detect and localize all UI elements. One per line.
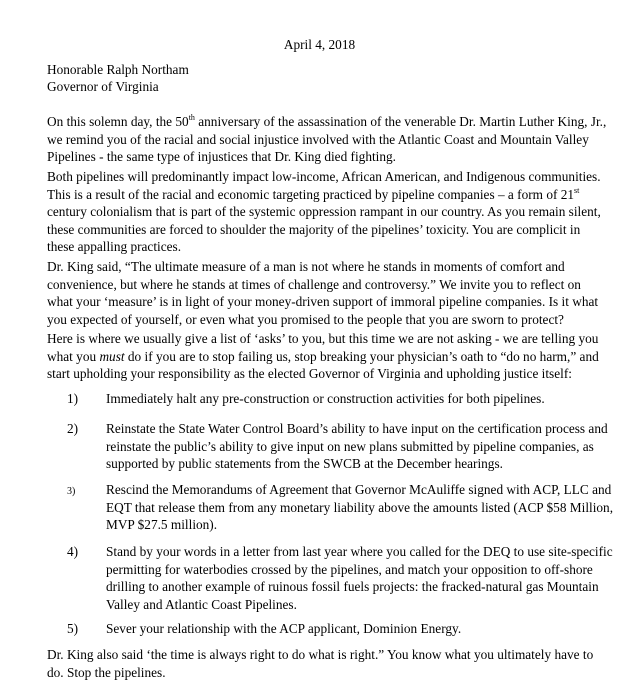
- p2-text-a: Both pipelines will predominantly impact low-income, African American, and Indigenous communities. This is a result of the racial and economic targeting practiced by pipeline companies – a form of 21: [47, 169, 601, 202]
- demand-number: 1): [67, 391, 79, 406]
- p4-text-a: Here is where we usually give a list of ‘asks’ to you, but this time we are not asking - we are telling you what you: [47, 331, 599, 364]
- p1-superscript: th: [188, 113, 195, 122]
- p4-emphasis: must: [99, 348, 125, 364]
- paragraph-closing: Dr. King also said ‘the time is always right to do what is right.” You know what you ultimately have to do. Stop the pipelines.: [47, 647, 594, 680]
- addressee-name: Honorable Ralph Northam: [47, 62, 189, 77]
- p2-text-b: century colonialism that is part of the systemic oppression rampant in our country. As you remain silent, these communities are forced to shoulder the majority of the pipelines’ toxicity. You are complicit in these appalling practices.: [47, 204, 601, 255]
- p2-superscript: st: [574, 185, 580, 195]
- demand-text: Reinstate the State Water Control Board’s ability to have input on the certification process and reinstate the public’s ability to give input on new plans submitted by pipeline companies, as supported by public statements from the SWCB at the December hearings.: [106, 421, 608, 472]
- p1-text-b: anniversary of the assassination of the venerable Dr. Martin Luther King, Jr., we remind you of the racial and social injustice involved with the Atlantic Coast and Mountain Valley Pipelines - the same type of injustices that Dr. King died fighting.: [47, 114, 607, 165]
- paragraph-king-quote: Dr. King said, “The ultimate measure of a man is not where he stands in moments of comfort and convenience, but where he stands at times of challenge and controversy.” We invite you to reflect on what your ‘measure’ is in light of your money-driven support of immoral pipeline companies. Is it what you expected of yourself, or even what you promised to the people that you are sworn to protect?: [47, 259, 599, 327]
- paragraph-demands-intro: [47, 330, 607, 383]
- demand-text: Sever your relationship with the ACP applicant, Dominion Energy.: [106, 621, 462, 636]
- paragraph-anniversary: [47, 113, 607, 166]
- p4-text-b: do if you are to stop failing us, stop breaking your physician’s oath to “do no harm,” and start upholding your responsibility as the elected Governor of Virginia and upholding justice itself:: [47, 348, 599, 382]
- demand-text: Rescind the Memorandums of Agreement that Governor McAuliffe signed with ACP, LLC and EQT that release them from any monetary liability above the amounts listed (ACP $58 Million, MVP $27.5 million).: [106, 482, 614, 533]
- paragraph-impact: [47, 168, 607, 256]
- demand-number: 2): [67, 421, 79, 436]
- p1-text-a: On this solemn day, the 50: [47, 114, 189, 129]
- addressee-block: [47, 61, 189, 95]
- demand-text: Stand by your words in a letter from last year where you called for the DEQ to use site-specific permitting for waterbodies crossed by the pipelines, and match your opposition to off-shore drilling to another example of ruinous fossil fuels projects: the fracked-natural gas Mountain Valley and Atlantic Coast Pipelines.: [106, 544, 613, 612]
- letter-date: April 4, 2018: [283, 37, 356, 52]
- demand-number: 4): [67, 544, 79, 559]
- demand-text: Immediately halt any pre-construction or construction activities for both pipelines.: [106, 391, 545, 406]
- demand-number: 5): [67, 621, 79, 636]
- demand-number: 3): [67, 486, 76, 497]
- addressee-title: Governor of Virginia: [47, 79, 159, 94]
